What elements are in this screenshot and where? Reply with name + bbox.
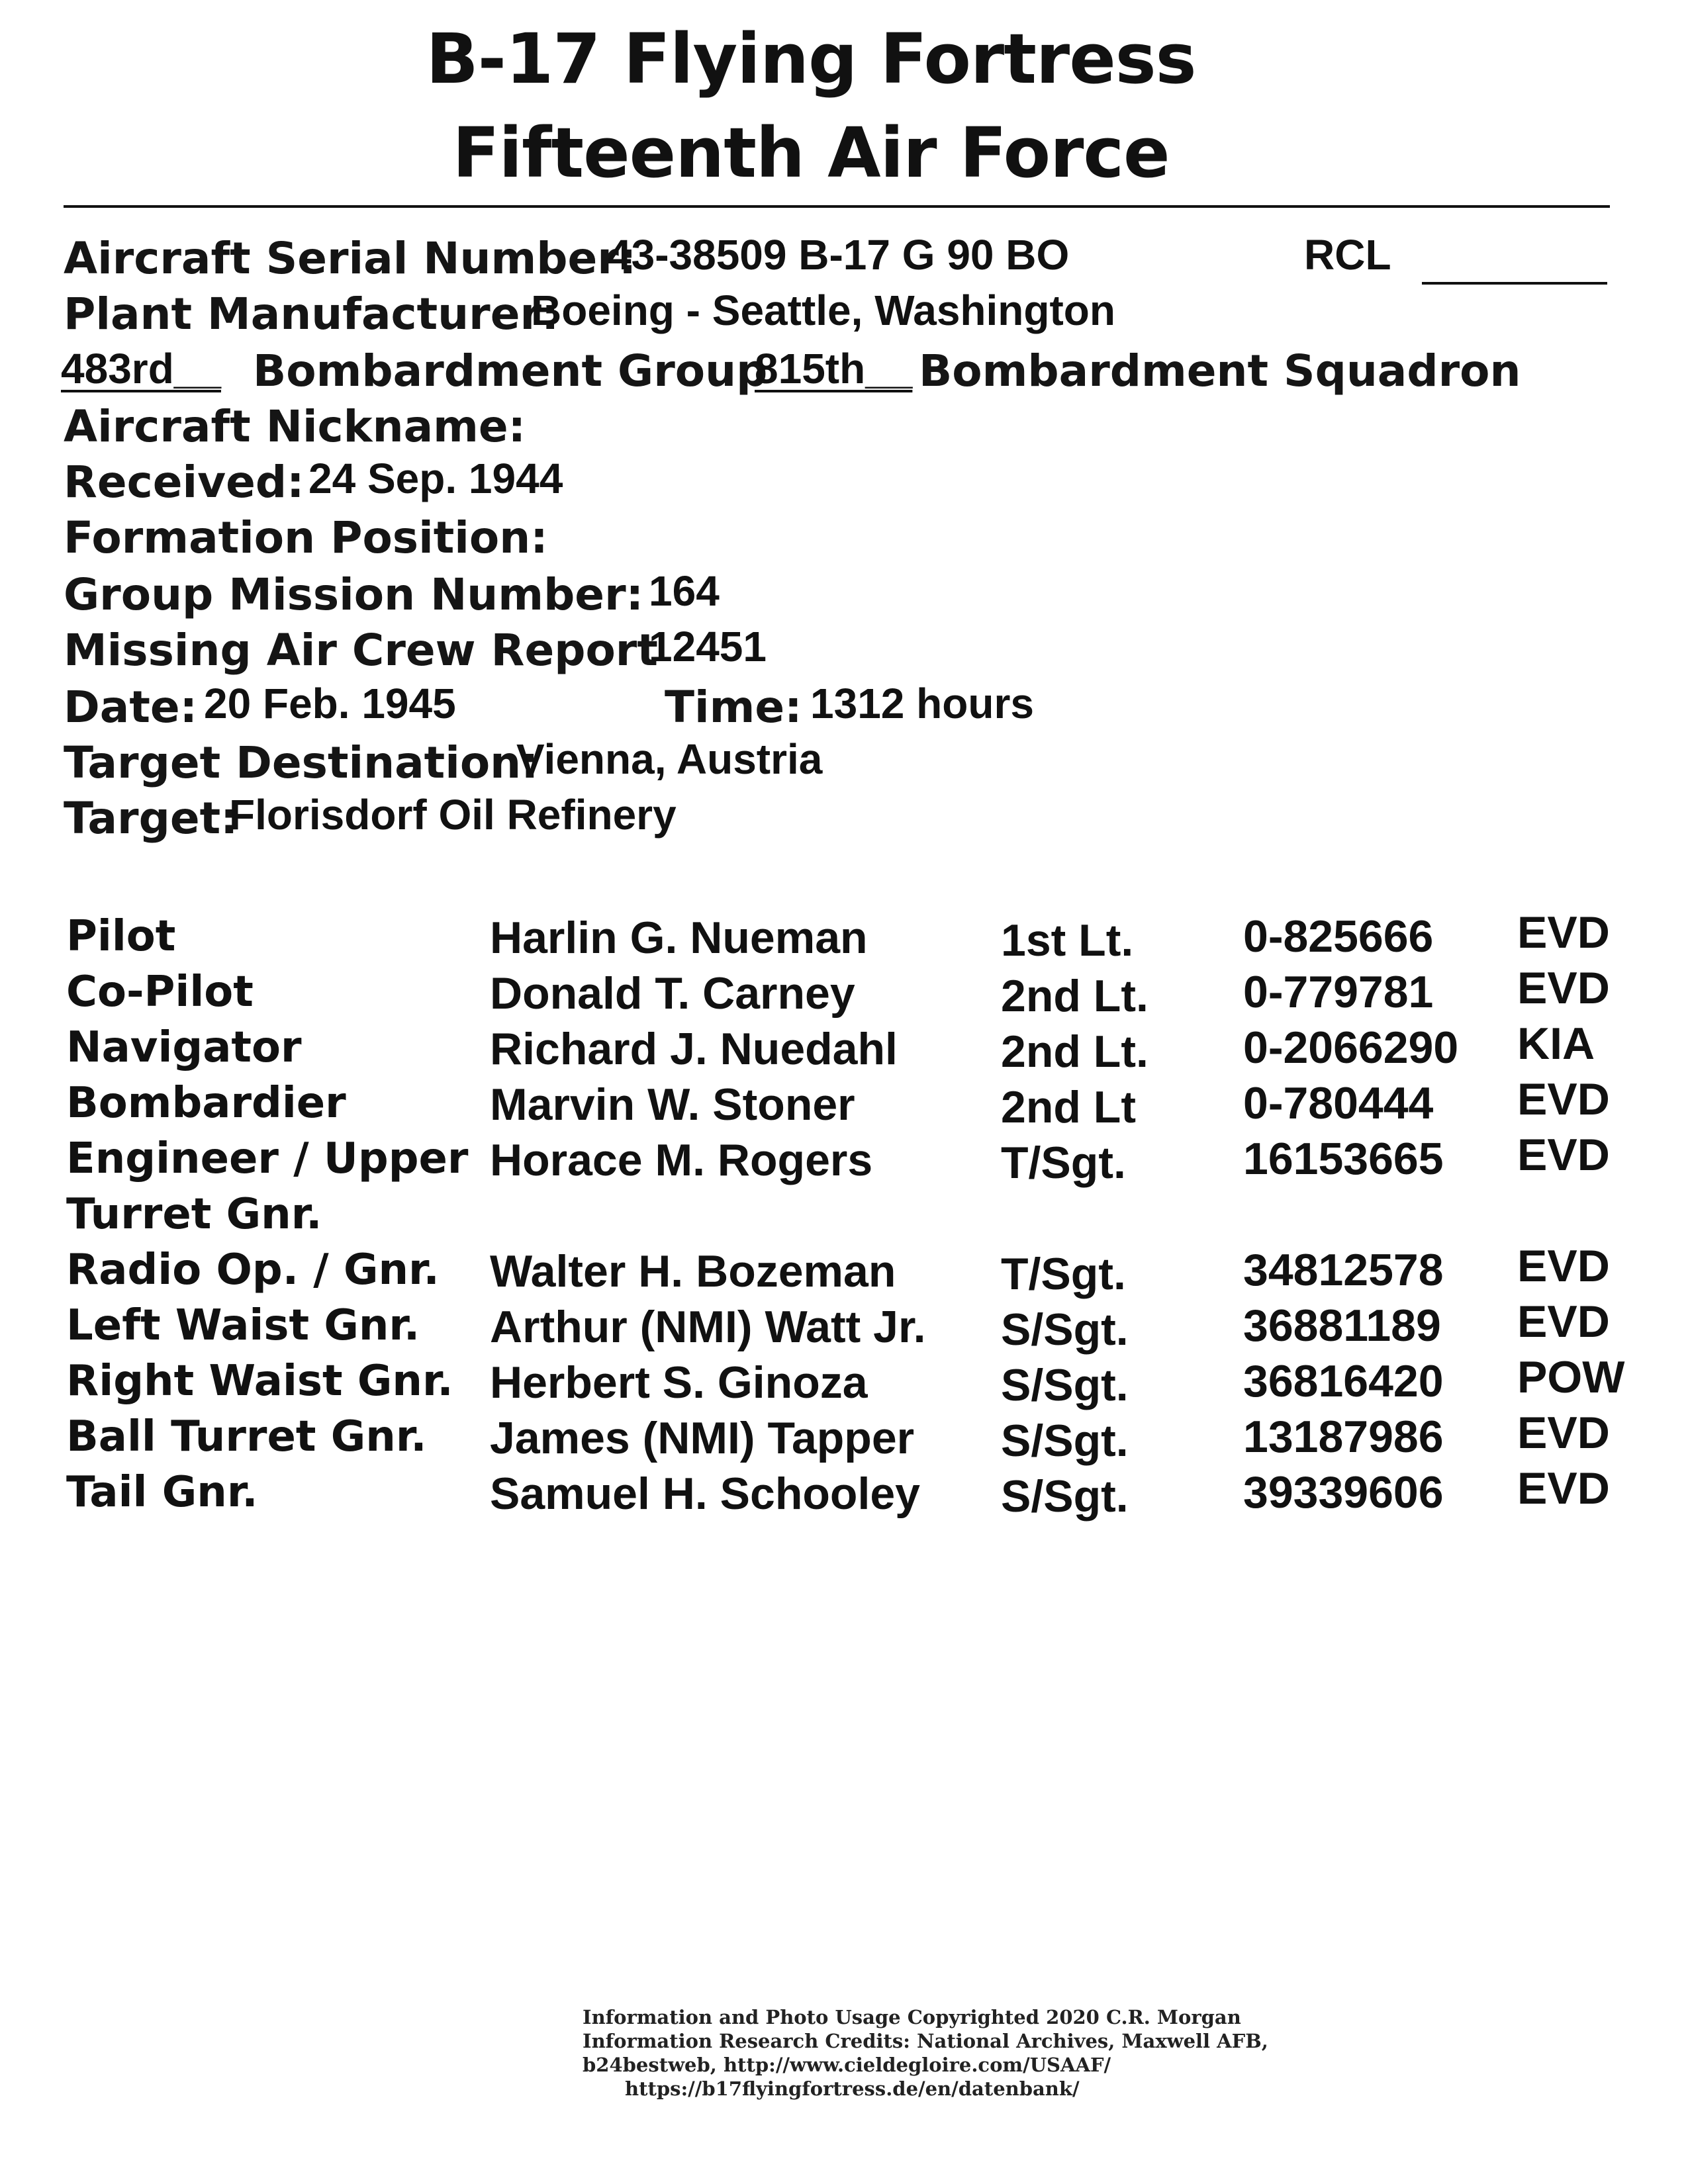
formation-label: Formation Position: [64,512,548,563]
time-label: Time: [665,682,802,733]
crew-name: Horace M. Rogers [490,1135,873,1185]
crew-name: Arthur (NMI) Watt Jr. [490,1302,926,1352]
crew-name: Herbert S. Ginoza [490,1357,868,1408]
serial-value: 43-38509 B-17 G 90 BO [608,231,1070,279]
crew-role: Co-Pilot [66,968,254,1017]
crew-rank: T/Sgt. [1001,1249,1126,1299]
crew-status: POW [1517,1352,1625,1402]
page-title: B-17 Flying Fortress [426,19,1196,99]
crew-status: EVD [1517,1074,1610,1124]
crew-name: James (NMI) Tapper [490,1413,915,1463]
crew-role: Ball Turret Gnr. [66,1412,427,1461]
squadron-number: 815th__ [755,345,913,392]
serial-label: Aircraft Serial Number: [64,233,637,284]
crew-role: Engineer / Upper [66,1134,469,1183]
macr-value: 12451 [649,623,767,670]
crew-role: Right Waist Gnr. [66,1357,453,1406]
received-label: Received: [64,457,305,508]
time-value: 1312 hours [810,680,1034,727]
crew-name: Donald T. Carney [490,968,855,1019]
crew-rank: S/Sgt. [1001,1416,1129,1466]
crew-role: Tail Gnr. [66,1468,258,1517]
crew-role: Navigator [66,1023,302,1072]
crew-role: Left Waist Gnr. [66,1301,420,1350]
target-label: Target: [64,793,238,844]
crew-serial: 0-2066290 [1243,1023,1459,1073]
crew-rank: 2nd Lt. [1001,971,1149,1021]
crew-role: Bombardier [66,1079,346,1128]
crew-status: EVD [1517,1130,1610,1180]
crew-name: Walter H. Bozeman [490,1246,896,1297]
crew-serial: 16153665 [1243,1134,1444,1184]
crew-serial: 0-779781 [1243,967,1434,1017]
date-value: 20 Feb. 1945 [204,680,456,727]
footer-copyright: Information and Photo Usage Copyrighted 2020 C.R. Morgan [583,2006,1241,2028]
footer-research-credits: Information Research Credits: National Archives, Maxwell AFB, [583,2030,1268,2052]
crew-serial: 39339606 [1243,1467,1444,1518]
crew-role: Pilot [66,912,176,961]
crew-status: EVD [1517,1408,1610,1458]
header-divider [64,205,1610,208]
date-label: Date: [64,682,198,733]
crew-name: Richard J. Nuedahl [490,1024,898,1074]
crew-rank: 2nd Lt [1001,1082,1136,1132]
crew-role-continued: Turret Gnr. [66,1190,322,1239]
footer-source-link: b24bestweb, http://www.cieldegloire.com/USAAF/ [583,2054,1111,2076]
manufacturer-label: Plant Manufacturer: [64,289,559,340]
nickname-label: Aircraft Nickname: [64,401,526,452]
crew-serial: 13187986 [1243,1412,1444,1462]
crew-name: Harlin G. Nueman [490,913,868,963]
crew-status: EVD [1517,963,1610,1013]
crew-rank: T/Sgt. [1001,1138,1126,1188]
crew-status: EVD [1517,1297,1610,1347]
crew-status: EVD [1517,907,1610,958]
crew-status: KIA [1517,1019,1595,1069]
crew-rank: S/Sgt. [1001,1471,1129,1522]
group-number: 483rd__ [61,345,221,392]
mission-label: Group Mission Number: [64,569,644,620]
crew-serial: 34812578 [1243,1245,1444,1295]
page-subtitle: Fifteenth Air Force [452,113,1170,193]
crew-rank: 1st Lt. [1001,915,1134,966]
manufacturer-value: Boeing - Seattle, Washington [531,287,1115,334]
crew-serial: 0-780444 [1243,1078,1434,1128]
received-value: 24 Sep. 1944 [308,455,563,502]
destination-label: Target Destination: [64,737,539,788]
crew-status: EVD [1517,1463,1610,1514]
rcl-blank-line [1422,282,1607,285]
crew-serial: 0-825666 [1243,911,1434,962]
crew-rank: 2nd Lt. [1001,1026,1149,1077]
footer-source-link-2: https://b17flyingfortress.de/en/datenbank/ [625,2077,1080,2100]
crew-name: Samuel H. Schooley [490,1469,920,1519]
crew-name: Marvin W. Stoner [490,1079,855,1130]
rcl-label: RCL [1304,231,1391,279]
macr-label: Missing Air Crew Report [64,625,658,676]
squadron-label: Bombardment Squadron [919,345,1521,396]
group-label: Bombardment Group [253,345,768,396]
target-value: Florisdorf Oil Refinery [229,791,677,839]
crew-serial: 36881189 [1243,1300,1441,1351]
crew-rank: S/Sgt. [1001,1360,1129,1410]
crew-serial: 36816420 [1243,1356,1444,1406]
destination-value: Vienna, Austria [516,735,823,783]
crew-status: EVD [1517,1241,1610,1291]
mission-value: 164 [649,567,720,615]
crew-role: Radio Op. / Gnr. [66,1246,440,1295]
crew-rank: S/Sgt. [1001,1304,1129,1355]
